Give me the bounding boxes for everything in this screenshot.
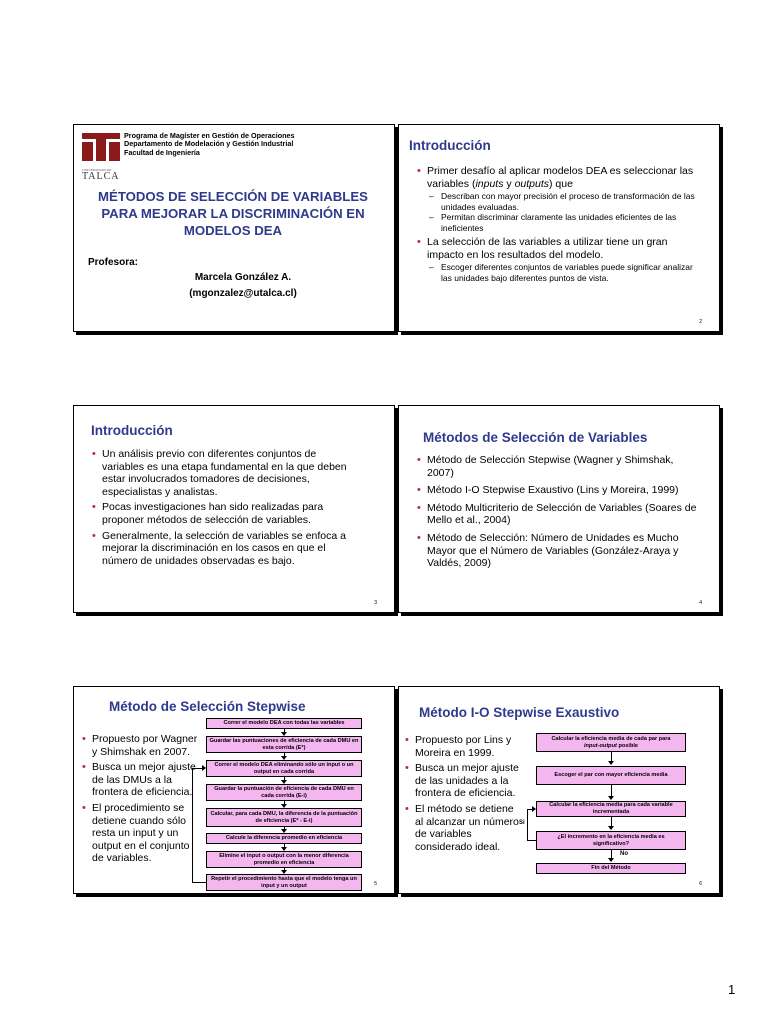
- sub-bullet-item: – Describan con mayor precisión el proceso de transformación de las unidades evaluadas.: [427, 191, 699, 212]
- flow-step-3: Calcular la eficiencia media para cada variable incrementada: [536, 801, 686, 817]
- slide-title: Método de Selección Stepwise: [109, 699, 306, 714]
- slide-1: [73, 124, 395, 332]
- flow-text: posible: [618, 742, 639, 749]
- flow-text: Calcular la eficiencia media de cada par para: [551, 735, 671, 742]
- flow-step-7: Elimine el input o output con la menor diferencia promedio en eficiencia: [206, 851, 362, 868]
- slide-body: [92, 448, 354, 570]
- slide-body: [417, 454, 702, 573]
- flow-step-5: Calcular, para cada DMU, la diferencia de la puntuación de eficiencia (E* - E-i): [206, 808, 362, 827]
- logo-name: TALCA: [82, 171, 120, 182]
- institution-header: [124, 132, 295, 157]
- bullet-item: • El método se detiene al alcanzar un número de variables considerado ideal.: [405, 803, 523, 853]
- loop-connector: [192, 768, 202, 769]
- slide-body: [405, 734, 523, 856]
- bullet-text: Primer desafío al aplicar modelos DEA es seleccionar las variables (: [427, 165, 694, 190]
- arrow-down-icon: [608, 761, 614, 765]
- si-label: Si: [519, 820, 525, 826]
- sub-bullet-item: – Permitan discriminar claramente las unidades eficientes de las ineficientes: [427, 212, 699, 233]
- slide-4: [398, 405, 720, 613]
- arrow-down-icon: [608, 796, 614, 800]
- flow-text: [584, 743, 638, 750]
- slide-2: [398, 124, 720, 332]
- arrow-right-icon: [202, 765, 206, 771]
- arrow-down-icon: [608, 826, 614, 830]
- presentation-title: MÉTODOS DE SELECCIÓN DE VARIABLES PARA MEJORAR LA DISCRIMINACIÓN EN MODELOS DEA: [98, 189, 368, 238]
- bullet-item: • Propuesto por Lins y Moreira en 1999.: [405, 734, 523, 759]
- slide-number: 2: [699, 319, 702, 325]
- bullet-text: ) que: [549, 177, 573, 190]
- professor-email: (mgonzalez@utalca.cl): [189, 288, 297, 299]
- bullet-item: • Un análisis previo con diferentes conjuntos de variables es una etapa fundamental en la que deben estar involucrados tomadores de decisiones, especialistas y analistas.: [92, 448, 354, 498]
- flow-step-1: [536, 733, 686, 752]
- bullet-item: • Pocas investigaciones han sido realizadas para proponer métodos de selección de variables.: [92, 501, 354, 526]
- slide-5: [73, 686, 395, 894]
- flow-step-2: Guardar las puntuaciones de eficiencia de cada DMU en esta corrida (E*): [206, 736, 362, 753]
- slide-body: [417, 165, 699, 286]
- flow-step-5: Fin del Método: [536, 863, 686, 874]
- slide-title: Introducción: [409, 138, 491, 153]
- bullet-item: • Método Multicriterio de Selección de Variables (Soares de Mello et al., 2004): [417, 502, 702, 527]
- flow-step-6: Calcule la diferencia promedio en eficiencia: [206, 833, 362, 844]
- arrow-down-icon: [608, 858, 614, 862]
- flow-step-2: Escoger el par con mayor eficiencia media: [536, 766, 686, 785]
- bullet-item: [417, 236, 699, 283]
- professor-label: Profesora:: [88, 257, 139, 268]
- arrow-right-icon: [532, 806, 536, 812]
- slide-body: [82, 733, 200, 868]
- slide-3: [73, 405, 395, 613]
- university-logo: [82, 133, 122, 182]
- bullet-item: • Generalmente, la selección de variables se enfoca a mejorar la discriminación en los casos en que el número de unidades observadas es bajo.: [92, 530, 354, 568]
- bullet-text: La selección de las variables a utilizar tiene un gran impacto en los resultados del modelo.: [427, 236, 668, 261]
- university-crest-icon: [82, 133, 120, 161]
- bullet-item: • Propuesto por Wagner y Shimshak en 2007.: [82, 733, 200, 758]
- loop-connector: [527, 840, 536, 841]
- emphasis-inputs: inputs: [475, 177, 504, 190]
- flow-step-1: Correr el modelo DEA con todas las variables: [206, 718, 362, 729]
- slide-number: 4: [699, 600, 702, 606]
- bullet-item: [417, 165, 699, 233]
- flow-step-4: Guardar la puntuación de eficiencia de cada DMU en cada corrida (E-i): [206, 784, 362, 801]
- slide-title: Métodos de Selección de Variables: [423, 430, 648, 445]
- slide-title: Introducción: [91, 423, 173, 438]
- bullet-item: • Busca un mejor ajuste de las DMUs a la frontera de eficiencia.: [82, 761, 200, 799]
- program-line: Programa de Magíster en Gestión de Operaciones: [124, 131, 295, 140]
- loop-connector: [527, 809, 528, 840]
- department-line: Departamento de Modelación y Gestión Industrial: [124, 139, 294, 149]
- sub-bullet-item: – Escoger diferentes conjuntos de variables puede significar analizar las unidades bajo diferentes puntos de vista.: [427, 262, 699, 283]
- bullet-item: • Método de Selección: Número de Unidades es Mucho Mayor que el Número de Variables (González-Araya y Valdés, 2009): [417, 532, 702, 570]
- bullet-text: y: [503, 177, 515, 190]
- flow-step-3: Correr el modelo DEA eliminando sólo un input o un output en cada corrida: [206, 760, 362, 777]
- bullet-item: • Busca un mejor ajuste de las unidades a la frontera de eficiencia.: [405, 762, 523, 800]
- bullet-item: • Método de Selección Stepwise (Wagner y Shimshak, 2007): [417, 454, 702, 479]
- loop-connector: [192, 768, 193, 882]
- loop-connector: [192, 882, 206, 883]
- bullet-item: • Método I-O Stepwise Exaustivo (Lins y Moreira, 1999): [417, 484, 702, 497]
- professor-name: Marcela González A.: [194, 272, 292, 283]
- logo-caption: UNIVERSIDAD DE: [82, 168, 112, 172]
- emphasis-outputs: outputs: [514, 177, 550, 190]
- flow-emphasis: input-output: [583, 742, 617, 749]
- flow-step-4: ¿El incremento en la eficiencia media es significativo?: [536, 831, 686, 850]
- slide-number: 6: [699, 881, 702, 887]
- faculty-line: Facultad de Ingeniería: [124, 147, 200, 157]
- flow-step-8: Repetir el procedimiento hasta que el modelo tenga un input y un output: [206, 874, 362, 891]
- slide-number: 5: [374, 881, 377, 887]
- slide-title: Método I-O Stepwise Exaustivo: [419, 705, 620, 720]
- bullet-item: • El procedimiento se detiene cuando sólo resta un input y un output en el conjunto de variables.: [82, 802, 200, 865]
- slide-number: 3: [374, 600, 377, 606]
- page-number: 1: [728, 982, 736, 997]
- slide-6: [398, 686, 720, 894]
- no-label: No: [620, 851, 628, 857]
